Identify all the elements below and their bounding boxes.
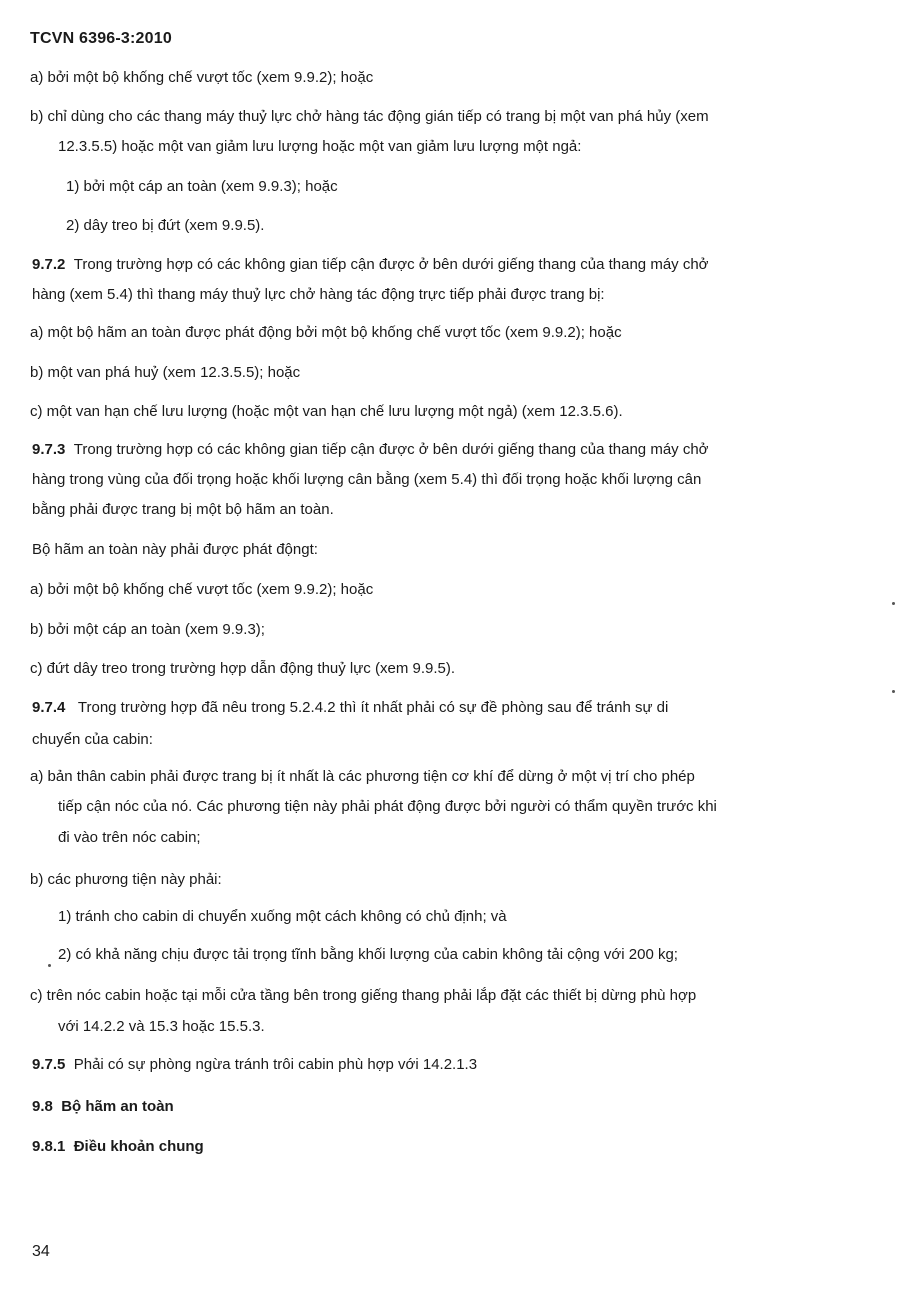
- list-item-c: c) một van hạn chế lưu lượng (hoặc một van hạn chế lưu lượng một ngả) (xem 12.3.5.6).: [30, 403, 623, 420]
- list-item-a: a) bản thân cabin phải được trang bị ít nhất là các phương tiện cơ khí để dừng ở một vị trí cho phép: [30, 768, 695, 785]
- sub-item-1: 1) bởi một cáp an toàn (xem 9.9.3); hoặc: [66, 178, 338, 195]
- section-heading-9-8-1: [32, 1137, 204, 1157]
- list-item-a: a) bởi một bộ khống chế vượt tốc (xem 9.9.2); hoặc: [30, 69, 374, 86]
- clause-text: Trong trường hợp có các không gian tiếp cận được ở bên dưới giếng thang của thang máy chở: [73, 256, 709, 273]
- clause-number: 9.8: [32, 1098, 53, 1115]
- list-item-b: b) bởi một cáp an toàn (xem 9.9.3);: [30, 621, 265, 638]
- clause-9-7-3-cont: hàng trong vùng của đối trọng hoặc khối lượng cân bằng (xem 5.4) thì đối trọng hoặc khối lượng cân: [32, 471, 702, 488]
- sub-item-1: 1) tránh cho cabin di chuyển xuống một cách không có chủ định; và: [58, 908, 507, 925]
- list-item-b: b) chỉ dùng cho các thang máy thuỷ lực chở hàng tác động gián tiếp có trang bị một van phá hủy (xem: [30, 108, 709, 125]
- clause-number: 9.7.3: [32, 441, 66, 458]
- sub-item-2: 2) có khả năng chịu được tải trọng tĩnh bằng khối lượng của cabin không tải cộng với 200 kg;: [58, 946, 678, 963]
- clause-9-7-2: [32, 255, 709, 275]
- section-heading-9-8: [32, 1097, 174, 1117]
- standard-code-header: TCVN 6396-3:2010: [30, 30, 172, 47]
- clause-9-7-4: [32, 698, 668, 718]
- list-item-b: b) các phương tiện này phải:: [30, 871, 222, 888]
- heading-text: Điều khoản chung: [73, 1138, 204, 1155]
- sub-item-2: 2) dây treo bị đứt (xem 9.9.5).: [66, 217, 265, 234]
- list-item-b-cont: 12.3.5.5) hoặc một van giảm lưu lượng hoặc một van giảm lưu lượng một ngả:: [58, 138, 582, 155]
- list-item-a-cont: đi vào trên nóc cabin;: [58, 829, 201, 846]
- scan-speck: [892, 690, 895, 693]
- list-item-a: a) một bộ hãm an toàn được phát động bởi một bộ khống chế vượt tốc (xem 9.9.2); hoặc: [30, 324, 622, 341]
- list-item-c: c) đứt dây treo trong trường hợp dẫn động thuỷ lực (xem 9.9.5).: [30, 660, 456, 677]
- list-item-c: c) trên nóc cabin hoặc tại mỗi cửa tầng bên trong giếng thang phải lắp đặt các thiết bị dừng phù hợp: [30, 987, 697, 1004]
- clause-text: Phải có sự phòng ngừa tránh trôi cabin phù hợp với 14.2.1.3: [73, 1056, 478, 1073]
- heading-text: Bộ hãm an toàn: [61, 1098, 174, 1115]
- clause-9-7-3: [32, 440, 709, 460]
- clause-number: 9.7.2: [32, 256, 66, 273]
- clause-9-7-2-cont: hàng (xem 5.4) thì thang máy thuỷ lực chở hàng tác động trực tiếp phải được trang bị:: [32, 286, 605, 303]
- list-item-a: a) bởi một bộ khống chế vượt tốc (xem 9.9.2); hoặc: [30, 581, 374, 598]
- clause-number: 9.7.4: [32, 699, 66, 716]
- clause-number: 9.8.1: [32, 1138, 66, 1155]
- page-number: 34: [32, 1243, 50, 1260]
- clause-9-7-4-cont: chuyển của cabin:: [32, 731, 153, 748]
- list-item-c-cont: với 14.2.2 và 15.3 hoặc 15.5.3.: [58, 1018, 265, 1035]
- list-item-b: b) một van phá huỷ (xem 12.3.5.5); hoặc: [30, 364, 301, 381]
- clause-number: 9.7.5: [32, 1056, 66, 1073]
- clause-text: Trong trường hợp đã nêu trong 5.2.4.2 thì ít nhất phải có sự đề phòng sau để tránh sự di: [77, 699, 669, 716]
- scan-speck: [48, 964, 51, 967]
- list-item-a-cont: tiếp cận nóc của nó. Các phương tiện này phải phát động được bởi người có thẩm quyền trước khi: [58, 798, 717, 815]
- clause-9-7-3-cont: bằng phải được trang bị một bộ hãm an toàn.: [32, 501, 334, 518]
- paragraph: Bộ hãm an toàn này phải được phát độngt:: [32, 541, 318, 558]
- clause-text: Trong trường hợp có các không gian tiếp cận được ở bên dưới giếng thang của thang máy chở: [73, 441, 709, 458]
- clause-9-7-5: [32, 1055, 477, 1075]
- scan-speck: [892, 602, 895, 605]
